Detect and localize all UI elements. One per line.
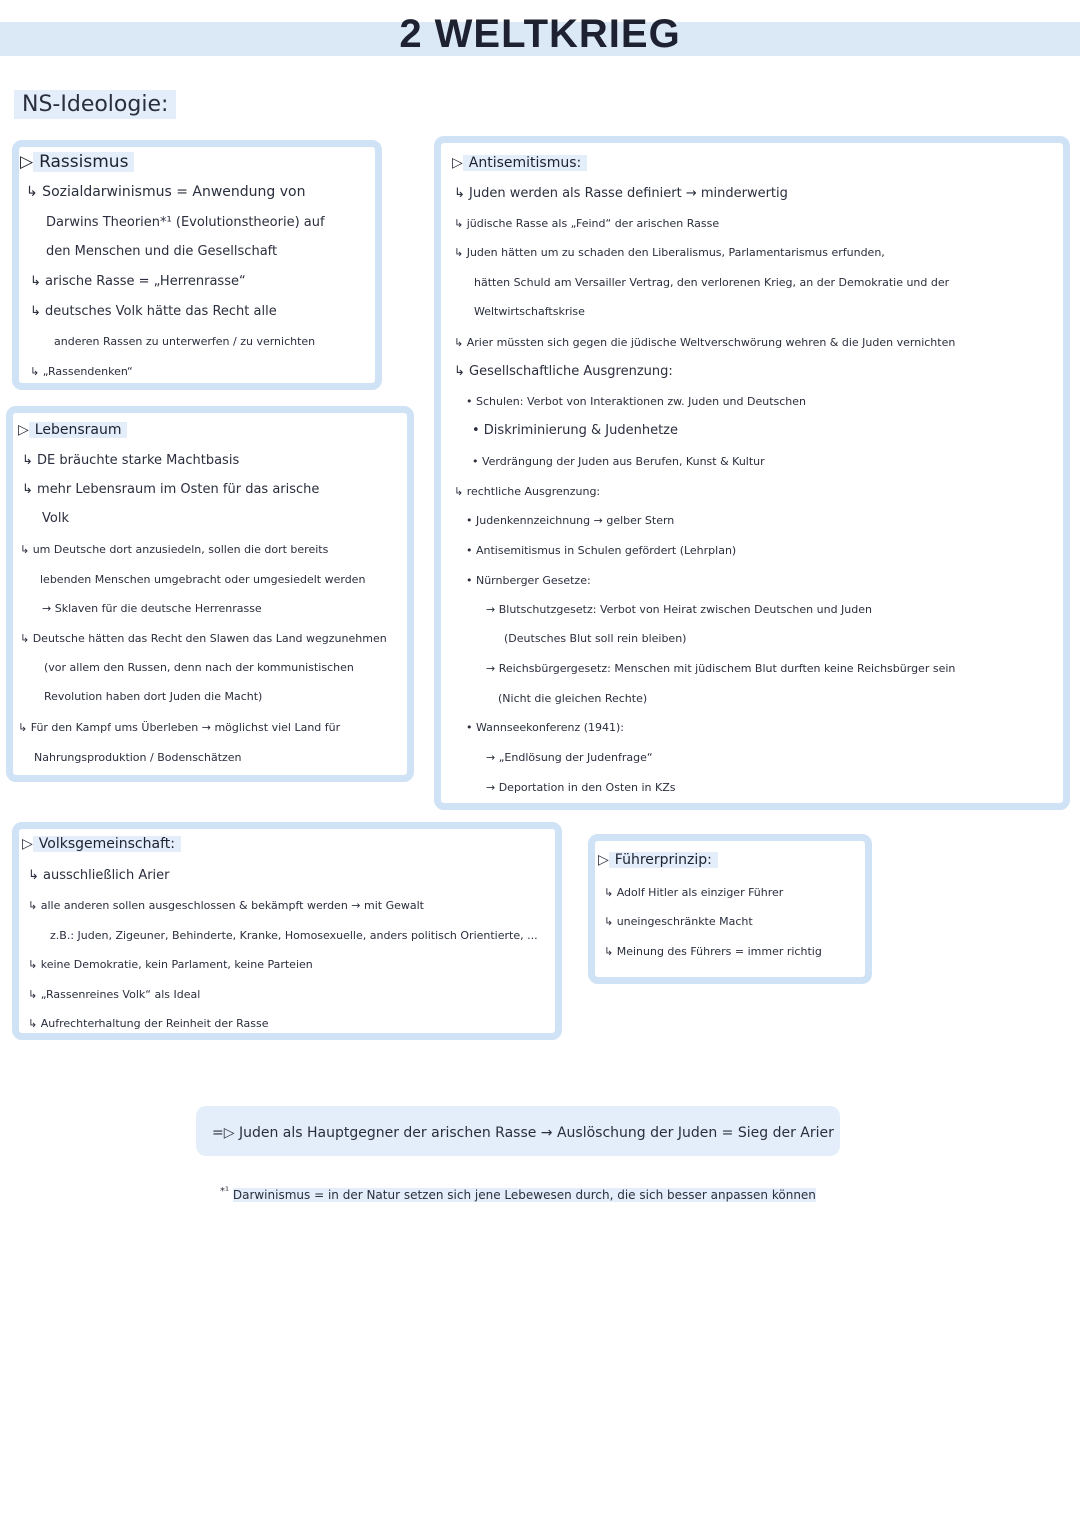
volksgemeinschaft-heading-text: Volksgemeinschaft: [33, 836, 181, 852]
volksgemeinschaft-line-5: ↳ „Rassenreines Volk“ als Ideal [28, 988, 201, 1001]
antisemitismus-line-16: (Deutsches Blut soll rein bleiben) [504, 632, 687, 645]
lebensraum-line-3: Volk [42, 511, 69, 526]
rassismus-line-2: Darwins Theorien*¹ (Evolutionstheorie) auf [46, 215, 325, 230]
lebensraum-line-6: → Sklaven für die deutsche Herrenrasse [42, 602, 262, 615]
antisemitismus-line-18: (Nicht die gleichen Rechte) [498, 692, 648, 705]
footnote-text: Darwinismus = in der Natur setzen sich jene Lebewesen durch, die sich besser anpassen können [232, 1188, 816, 1202]
antisemitismus-line-5: Weltwirtschaftskrise [474, 305, 585, 318]
rassismus-line-6: anderen Rassen zu unterwerfen / zu vernichten [54, 335, 316, 348]
rassismus-line-3: den Menschen und die Gesellschaft [46, 244, 278, 259]
fuehrerprinzip-line-3: ↳ Meinung des Führers = immer richtig [604, 945, 822, 958]
rassismus-heading-text: Rassismus [33, 152, 134, 172]
volksgemeinschaft-line-1: ↳ ausschließlich Arier [28, 868, 170, 883]
page-title: 2 WELTKRIEG [399, 12, 681, 56]
rassismus-line-1: ↳ Sozialdarwinismus = Anwendung von [26, 184, 306, 200]
antisemitismus-line-14: • Nürnberger Gesetze: [466, 574, 591, 587]
lebensraum-line-10: ↳ Für den Kampf ums Überleben → möglichst viel Land für [18, 721, 341, 734]
antisemitismus-line-6: ↳ Arier müssten sich gegen die jüdische Weltverschwörung wehren & die Juden vernichten [454, 336, 956, 349]
antisemitismus-line-2: ↳ jüdische Rasse als „Feind“ der arischen Rasse [454, 217, 720, 230]
lebensraum-line-7: ↳ Deutsche hätten das Recht den Slawen das Land wegzunehmen [20, 632, 387, 645]
antisemitismus-line-1: ↳ Juden werden als Rasse definiert → minderwertig [454, 186, 788, 201]
lebensraum-heading-text: Lebensraum [29, 422, 128, 438]
antisemitismus-line-4: hätten Schuld am Versailler Vertrag, den verlorenen Krieg, an der Demokratie und der [474, 276, 950, 289]
lebensraum-line-8: (vor allem den Russen, denn nach der kommunistischen [44, 661, 354, 674]
volksgemeinschaft-line-2: ↳ alle anderen sollen ausgeschlossen & bekämpft werden → mit Gewalt [28, 899, 424, 912]
summary-text: =▷ Juden als Hauptgegner der arischen Rasse → Auslöschung der Juden = Sieg der Arier [212, 1125, 834, 1141]
antisemitismus-box [434, 136, 1070, 810]
rassismus-box [12, 140, 382, 390]
volksgemeinschaft-heading: ▷ Volksgemeinschaft: [22, 836, 181, 852]
antisemitismus-line-20: → „Endlösung der Judenfrage“ [486, 751, 653, 764]
rassismus-heading: ▷ Rassismus [20, 152, 134, 172]
antisemitismus-line-8: • Schulen: Verbot von Interaktionen zw. Juden und Deutschen [466, 395, 807, 408]
antisemitismus-line-21: → Deportation in den Osten in KZs [486, 781, 676, 794]
volksgemeinschaft-line-6: ↳ Aufrechterhaltung der Reinheit der Rasse [28, 1017, 269, 1030]
antisemitismus-line-9: • Diskriminierung & Judenhetze [472, 423, 679, 438]
antisemitismus-line-7: ↳ Gesellschaftliche Ausgrenzung: [454, 364, 673, 379]
antisemitismus-heading-text: Antisemitismus: [463, 155, 587, 171]
rassismus-line-5: ↳ deutsches Volk hätte das Recht alle [30, 304, 277, 319]
fuehrerprinzip-line-2: ↳ uneingeschränkte Macht [604, 915, 753, 928]
rassismus-line-4: ↳ arische Rasse = „Herrenrasse“ [30, 274, 246, 289]
lebensraum-line-5: lebenden Menschen umgebracht oder umgesiedelt werden [40, 573, 366, 586]
lebensraum-line-11: Nahrungsproduktion / Bodenschätzen [34, 751, 242, 764]
antisemitismus-line-19: • Wannseekonferenz (1941): [466, 721, 625, 734]
footnote-mark: *¹ [220, 1186, 230, 1197]
fuehrerprinzip-heading: ▷ Führerprinzip: [598, 852, 718, 868]
rassismus-line-7: ↳ „Rassendenken“ [30, 365, 133, 378]
antisemitismus-line-12: • Judenkennzeichnung → gelber Stern [466, 514, 675, 527]
volksgemeinschaft-line-4: ↳ keine Demokratie, kein Parlament, keine Parteien [28, 958, 313, 971]
lebensraum-line-9: Revolution haben dort Juden die Macht) [44, 690, 263, 703]
antisemitismus-line-13: • Antisemitismus in Schulen gefördert (Lehrplan) [466, 544, 737, 557]
volksgemeinschaft-line-3: z.B.: Juden, Zigeuner, Behinderte, Kranke, Homosexuelle, anders politisch Orientierte, ... [50, 929, 538, 942]
antisemitismus-line-10: • Verdrängung der Juden aus Berufen, Kunst & Kultur [472, 455, 765, 468]
fuehrerprinzip-heading-text: Führerprinzip: [609, 852, 718, 868]
fuehrerprinzip-line-1: ↳ Adolf Hitler als einziger Führer [604, 886, 784, 899]
antisemitismus-line-15: → Blutschutzgesetz: Verbot von Heirat zwischen Deutschen und Juden [486, 603, 872, 616]
section-subtitle: NS-Ideologie: [14, 90, 176, 119]
antisemitismus-line-3: ↳ Juden hätten um zu schaden den Liberalismus, Parlamentarismus erfunden, [454, 246, 885, 259]
lebensraum-line-2: ↳ mehr Lebensraum im Osten für das arische [22, 482, 320, 497]
lebensraum-line-4: ↳ um Deutsche dort anzusiedeln, sollen die dort bereits [20, 543, 329, 556]
lebensraum-line-1: ↳ DE bräuchte starke Machtbasis [22, 453, 240, 468]
antisemitismus-line-17: → Reichsbürgergesetz: Menschen mit jüdischem Blut durften keine Reichsbürger sein [486, 662, 956, 675]
antisemitismus-line-11: ↳ rechtliche Ausgrenzung: [454, 485, 601, 498]
footnote [216, 1186, 820, 1202]
lebensraum-heading: ▷ Lebensraum [18, 422, 127, 438]
antisemitismus-heading: ▷ Antisemitismus: [452, 155, 587, 171]
